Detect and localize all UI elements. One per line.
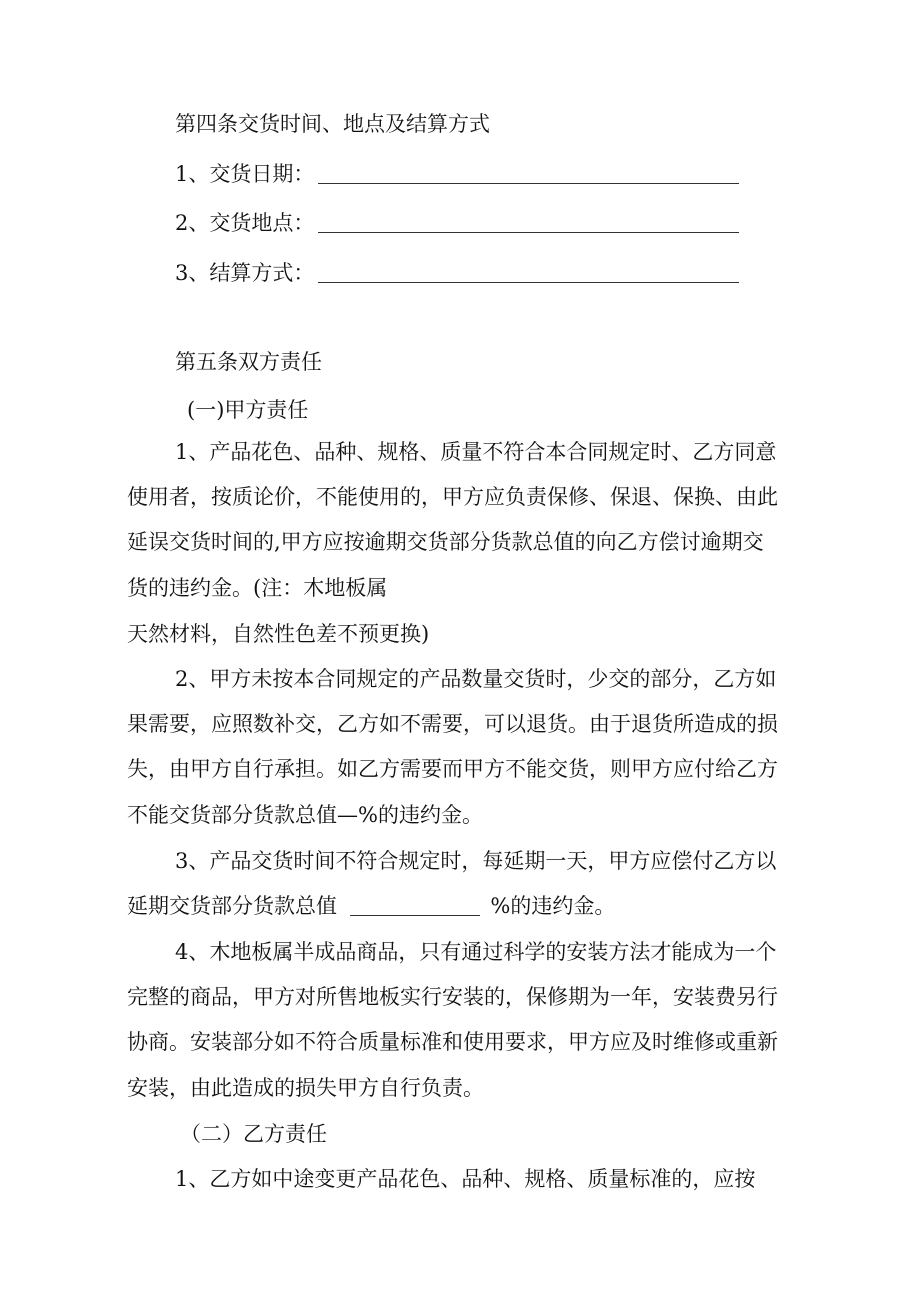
penalty-percent-field[interactable]: [350, 897, 480, 916]
party-a-item1-line2: 使用者，按质论价，不能使用的，甲方应负责保修、保退、保换、由此: [127, 485, 778, 509]
settlement-method-field[interactable]: [318, 282, 739, 283]
party-a-item3-line2: [127, 891, 615, 921]
party-a-item4-line1: 4、木地板属半成品商品，只有通过科学的安装方法才能成为一个: [175, 940, 777, 964]
party-a-item4-line3: 协商。安装部分如不符合质量标准和使用要求，甲方应及时维修或重新: [127, 1030, 778, 1054]
settlement-method-label: 3、结算方式：: [175, 261, 315, 285]
party-a-item3-line1: 3、产品交货时间不符合规定时，每延期一天，甲方应偿付乙方以: [175, 849, 777, 873]
delivery-location-field[interactable]: [318, 232, 739, 233]
party-a-item1-line1: 1、产品花色、品种、规格、质量不符合本合同规定时、乙方同意: [175, 440, 777, 464]
delivery-date-field[interactable]: [318, 183, 739, 184]
party-a-item2-line2: 果需要，应照数补交，乙方如不需要，可以退货。由于退货所造成的损: [127, 712, 778, 736]
delivery-location-label: 2、交货地点：: [175, 211, 315, 235]
article4-heading: 第四条交货时间、地点及结算方式: [175, 112, 490, 136]
party-a-item4-line4: 安装，由此造成的损失甲方自行负责。: [127, 1076, 484, 1100]
item3-line2-after: %的违约金。: [490, 894, 616, 918]
party-a-item2-line3: 失，由甲方自行承担。如乙方需要而甲方不能交货，则甲方应付给乙方: [127, 757, 778, 781]
party-a-item2-line1: 2、甲方未按本合同规定的产品数量交货时，少交的部分，乙方如: [175, 667, 777, 691]
party-a-item1-line5: 天然材料，自然性色差不预更换): [127, 622, 430, 646]
party-a-item2-line4: 不能交货部分货款总值—%的违约金。: [127, 803, 483, 827]
party-a-item4-line2: 完整的商品，甲方对所售地板实行安装的，保修期为一年，安装费另行: [127, 985, 778, 1009]
party-b-item1-line1: 1、乙方如中途变更产品花色、品种、规格、质量标准的，应按: [175, 1167, 756, 1191]
party-a-item1-line3: 延误交货时间的,甲方应按逾期交货部分货款总值的向乙方偿讨逾期交: [127, 530, 764, 554]
party-a-heading: (一)甲方责任: [187, 398, 309, 422]
item3-line2-before: 延期交货部分货款总值: [127, 894, 337, 918]
delivery-date-label: 1、交货日期：: [175, 162, 315, 186]
party-a-item1-line4: 货的违约金。(注：木地板属: [127, 576, 388, 600]
party-b-heading: （二）乙方责任: [180, 1122, 327, 1146]
article5-heading: 第五条双方责任: [175, 350, 322, 374]
